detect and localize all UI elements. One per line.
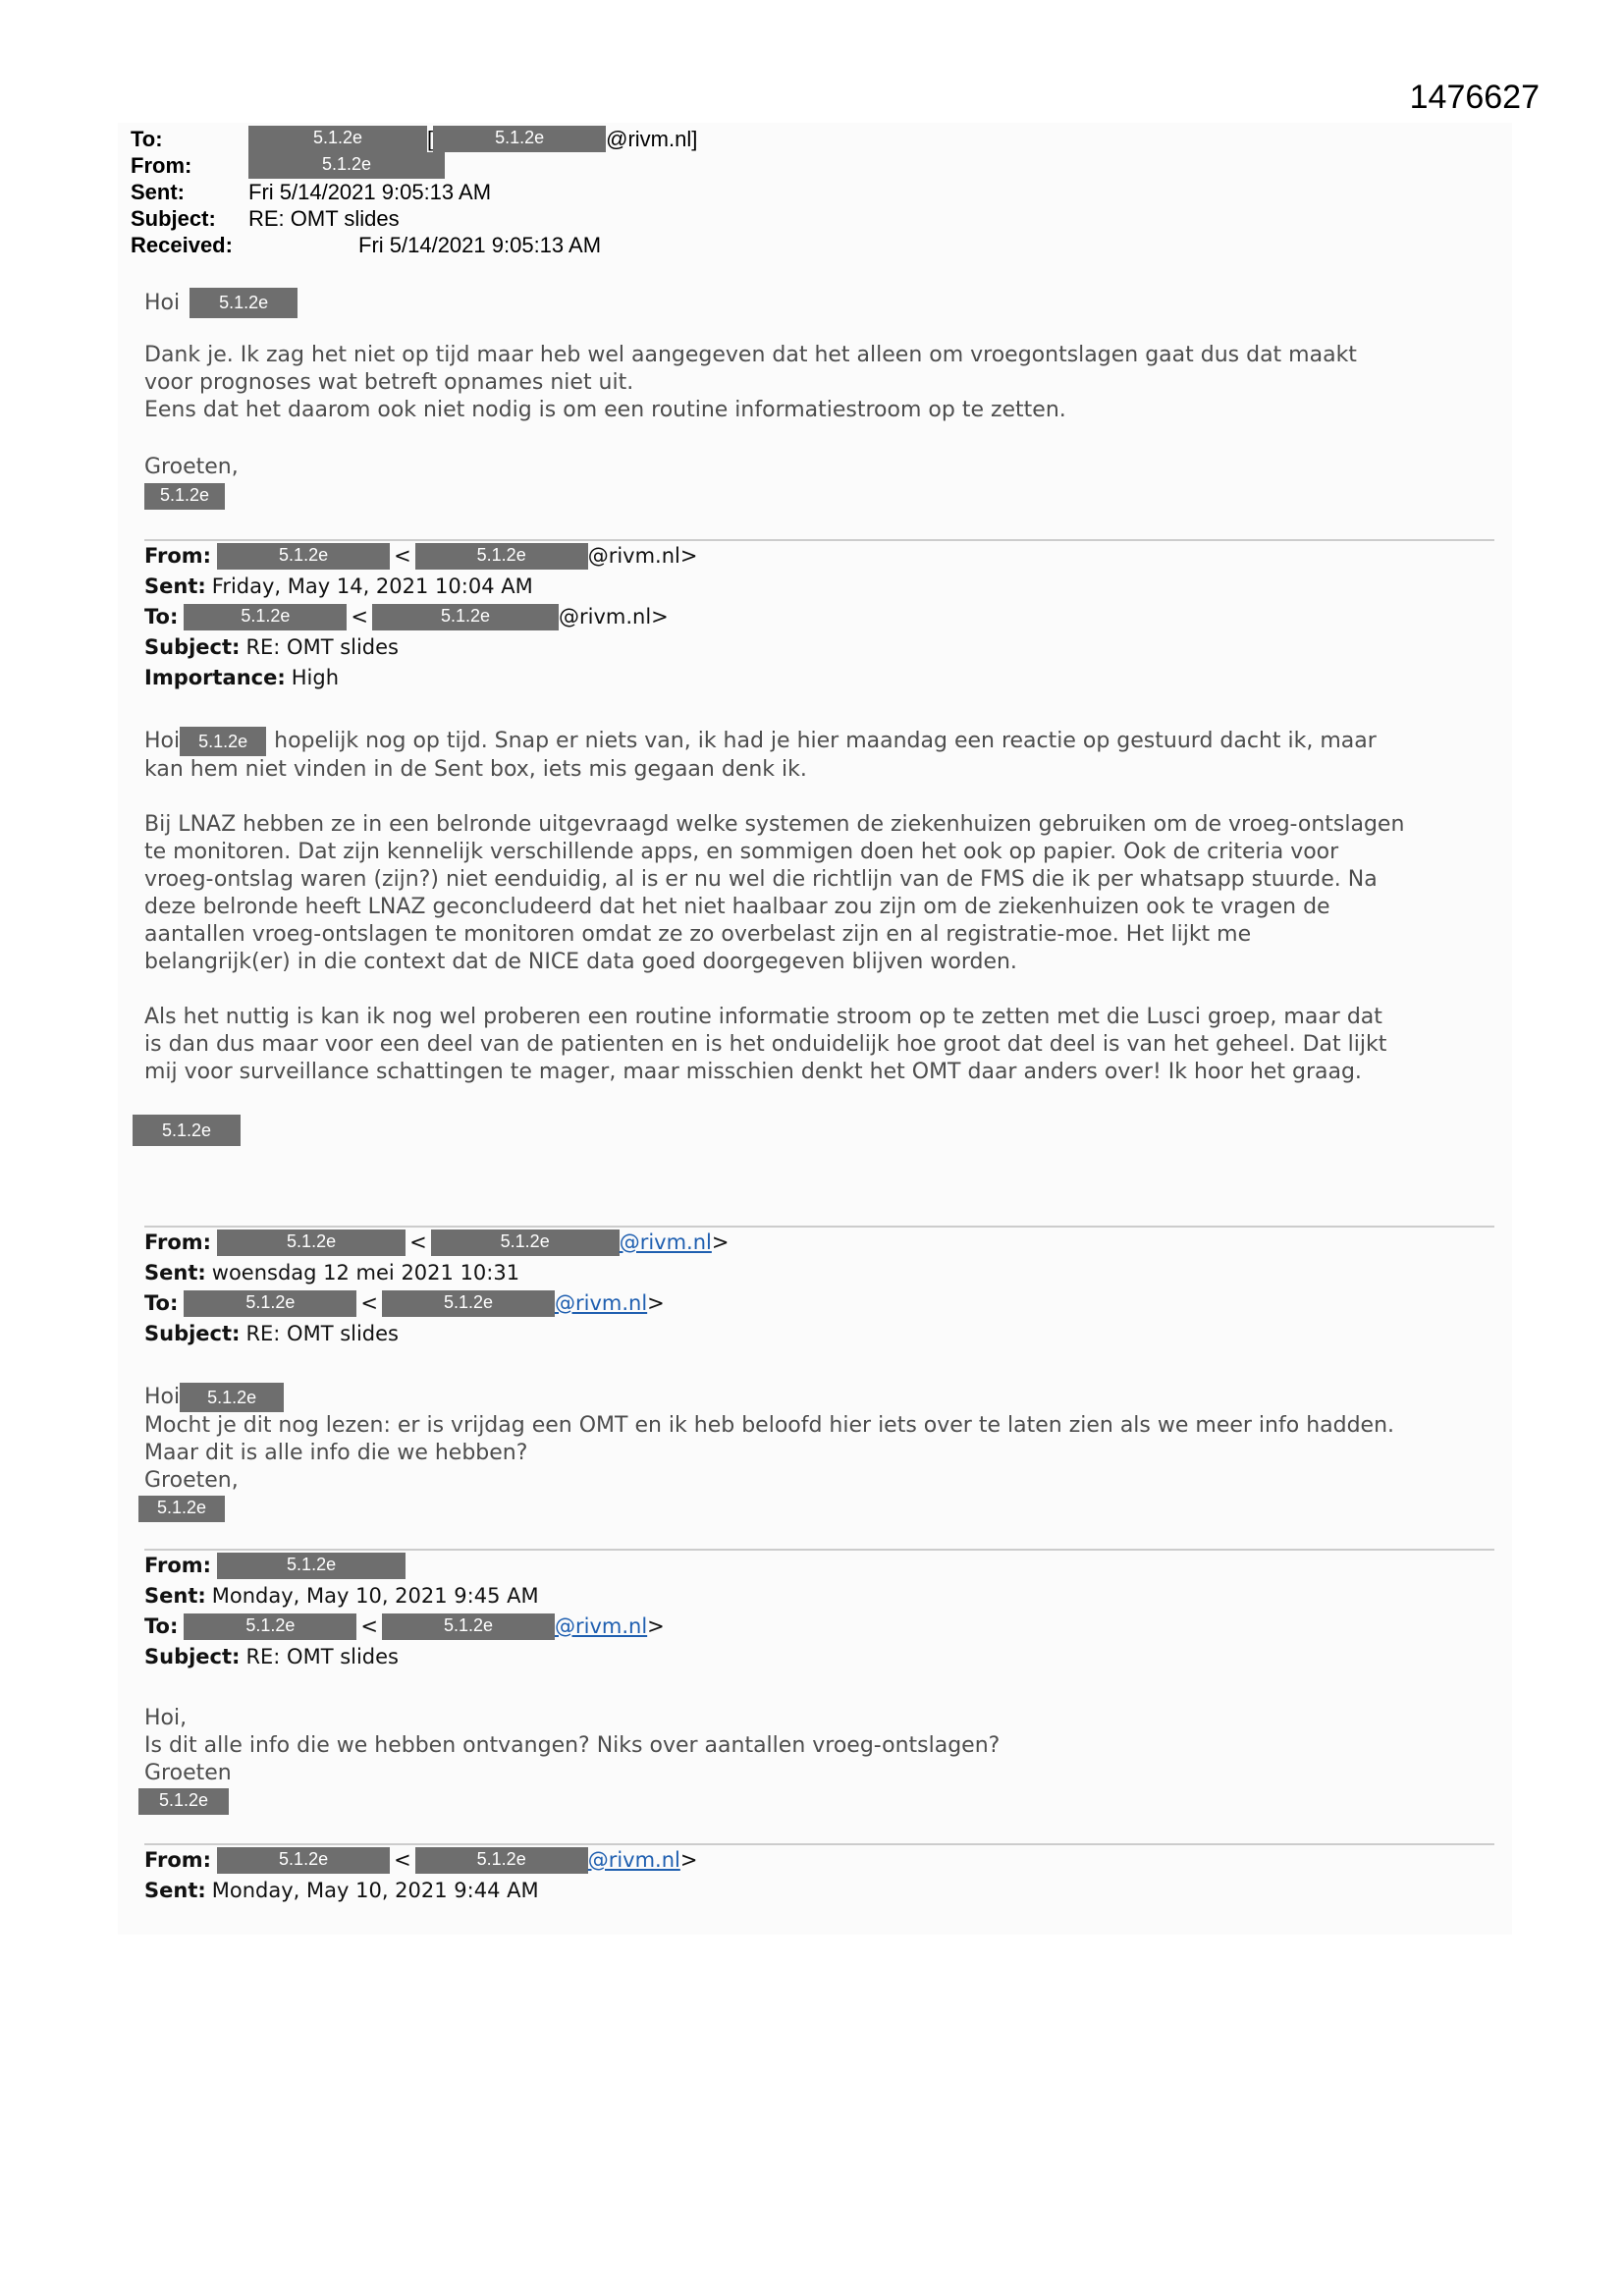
email-5-header (144, 1845, 697, 1906)
header-received-label: Received: (131, 233, 233, 257)
header-received-value: Fri 5/14/2021 9:05:13 AM (358, 233, 602, 257)
angle-bracket: > (679, 1848, 698, 1872)
paragraph-line: Dank je. Ik zag het niet op tijd maar heb wel aangegeven dat het alleen om vroegontslagen gaat dus dat maakt (144, 343, 1357, 367)
from-row (144, 1228, 729, 1258)
redaction-box: 5.1.2e (138, 1496, 225, 1522)
angle-bracket: < (360, 1291, 378, 1315)
to-domain: @rivm.nl> (558, 605, 669, 629)
header-from-label: From: (131, 153, 192, 178)
header-to-domain: @rivm.nl] (606, 127, 698, 151)
redaction-box: 5.1.2e (184, 604, 347, 630)
subject-label: Subject: (144, 1645, 241, 1668)
angle-bracket: < (409, 1230, 427, 1254)
angle-bracket: < (351, 605, 368, 629)
subject-value: RE: OMT slides (245, 1645, 399, 1668)
email-header (131, 126, 697, 258)
header-to-row (131, 126, 697, 152)
sent-value: woensdag 12 mei 2021 10:31 (211, 1261, 520, 1285)
redaction-box: 5.1.2e (248, 152, 445, 179)
paragraph-line: Maar dit is alle info die we hebben? (144, 1441, 528, 1465)
redaction-box: 5.1.2e (415, 1847, 588, 1874)
redaction-box: 5.1.2e (184, 1290, 356, 1317)
paragraph-line: vroeg-ontslag waren (zijn?) niet eenduidig, al is er nu wel die richtlijn van de FMS die ik per whatsapp stuurde. Na (144, 867, 1378, 892)
header-bracket: [ (427, 127, 434, 151)
sent-label: Sent: (144, 574, 206, 598)
from-row (144, 1845, 697, 1876)
paragraph-line: Bij LNAZ hebben ze in een belronde uitgevraagd welke systemen de ziekenhuizen gebruiken om de vroeg-ontslagen (144, 812, 1405, 837)
from-row (144, 541, 697, 572)
sent-row (144, 1581, 665, 1612)
to-row (144, 602, 697, 632)
header-subject-label: Subject: (131, 206, 216, 231)
importance-value: High (291, 666, 340, 689)
redaction-box: 5.1.2e (217, 1847, 390, 1874)
header-sent-value: Fri 5/14/2021 9:05:13 AM (248, 180, 492, 204)
email-4-header (144, 1551, 665, 1672)
subject-value: RE: OMT slides (245, 635, 399, 659)
from-domain: @rivm.nl> (587, 544, 698, 568)
paragraph-line: Is dit alle info die we hebben ontvangen? Niks over aantallen vroeg-ontslagen? (144, 1733, 1001, 1758)
header-subject-row (131, 205, 697, 232)
sent-value: Friday, May 14, 2021 10:04 AM (211, 574, 533, 598)
redaction-box: 5.1.2e (217, 1230, 406, 1256)
closing: Groeten, (144, 1468, 239, 1493)
closing: Groeten, (144, 455, 239, 479)
redaction-box: 5.1.2e (433, 126, 606, 152)
header-to-label: To: (131, 127, 163, 151)
sent-row (144, 1258, 729, 1288)
subject-row (144, 1642, 665, 1672)
greeting-line (144, 727, 1499, 756)
email-link[interactable]: @rivm.nl (554, 1614, 648, 1638)
header-sent-label: Sent: (131, 180, 185, 204)
paragraph-line: is dan dus maar voor een deel van de patienten en is het onduidelijk hoe groot dat deel is van het geheel. Dat lijkt (144, 1032, 1387, 1057)
email-2-body (144, 727, 1499, 1086)
document-id: 1476627 (1409, 79, 1540, 116)
message-1-body (144, 288, 1499, 510)
paragraph-line: Mocht je dit nog lezen: er is vrijdag een OMT en ik heb beloofd hier iets over te laten zien als we meer info hadden. (144, 1413, 1395, 1438)
redaction-box: 5.1.2e (184, 1613, 356, 1640)
email-3-body (144, 1383, 1499, 1522)
redaction-box: 5.1.2e (217, 543, 390, 570)
redaction-box: 5.1.2e (382, 1290, 555, 1317)
email-4-body (144, 1705, 1499, 1815)
email-link[interactable]: @rivm.nl (554, 1291, 648, 1315)
importance-row (144, 663, 697, 693)
sent-value: Monday, May 10, 2021 9:44 AM (211, 1879, 539, 1902)
greeting: Hoi (144, 290, 181, 315)
redaction-box: 5.1.2e (431, 1230, 620, 1256)
angle-bracket: < (394, 1848, 411, 1872)
redaction-box: 5.1.2e (217, 1553, 406, 1579)
subject-row (144, 632, 697, 663)
paragraph-line: kan hem niet vinden in de Sent box, iets mis gegaan denk ik. (144, 757, 807, 782)
from-label: From: (144, 1230, 212, 1254)
header-received-row (131, 232, 697, 258)
redaction-box: 5.1.2e (382, 1613, 555, 1640)
sent-label: Sent: (144, 1584, 206, 1608)
angle-bracket: < (360, 1614, 378, 1638)
sent-label: Sent: (144, 1261, 206, 1285)
paragraph-line: voor prognoses wat betreft opnames niet uit. (144, 370, 634, 395)
paragraph-line: hopelijk nog op tijd. Snap er niets van, ik had je hier maandag een reactie op gestuurd dacht ik, maar (274, 729, 1377, 753)
email-link[interactable]: @rivm.nl (587, 1848, 680, 1872)
sent-label: Sent: (144, 1879, 206, 1902)
angle-bracket: > (647, 1291, 665, 1315)
from-row (144, 1551, 665, 1581)
paragraph-line: belangrijk(er) in die context dat de NICE data goed doorgegeven blijven worden. (144, 950, 1017, 974)
header-subject-value: RE: OMT slides (248, 206, 400, 231)
redaction-box: 5.1.2e (248, 126, 427, 152)
paragraph-line: Eens dat het daarom ook niet nodig is om een routine informatiestroom op te zetten. (144, 398, 1066, 422)
to-row (144, 1288, 729, 1319)
email-2-header (144, 541, 697, 693)
redaction-box: 5.1.2e (180, 727, 266, 756)
from-label: From: (144, 1848, 212, 1872)
subject-label: Subject: (144, 635, 241, 659)
header-sent-row (131, 179, 697, 205)
paragraph-line: Als het nuttig is kan ik nog wel proberen een routine informatie stroom op te zetten met die Lusci groep, maar dat (144, 1005, 1382, 1029)
subject-row (144, 1319, 729, 1349)
angle-bracket: > (647, 1614, 665, 1638)
paragraph-line: deze belronde heeft LNAZ geconcludeerd dat het niet haalbaar zou zijn om de ziekenhuizen ook te vragen de (144, 895, 1330, 919)
email-link[interactable]: @rivm.nl (619, 1230, 712, 1254)
header-from-row (131, 152, 697, 179)
email-3-header (144, 1228, 729, 1349)
from-label: From: (144, 544, 212, 568)
redaction-box: 5.1.2e (144, 483, 225, 510)
redaction-box: 5.1.2e (138, 1788, 229, 1815)
redaction-box: 5.1.2e (133, 1115, 241, 1146)
to-label: To: (144, 605, 179, 629)
paragraph-line: mij voor surveillance schattingen te mager, maar misschien denkt het OMT daar anders over! Ik hoor het graag. (144, 1060, 1362, 1084)
angle-bracket: < (394, 544, 411, 568)
greeting-line (144, 1383, 1499, 1412)
importance-label: Importance: (144, 666, 286, 689)
sent-row (144, 572, 697, 602)
greeting: Hoi (144, 1385, 181, 1409)
redaction-box: 5.1.2e (415, 543, 588, 570)
subject-value: RE: OMT slides (245, 1322, 399, 1345)
to-label: To: (144, 1291, 179, 1315)
redaction-box: 5.1.2e (372, 604, 559, 630)
redaction-box: 5.1.2e (180, 1383, 284, 1412)
to-label: To: (144, 1614, 179, 1638)
greeting: Hoi (144, 729, 181, 753)
redaction-box: 5.1.2e (189, 288, 298, 318)
angle-bracket: > (711, 1230, 730, 1254)
from-label: From: (144, 1554, 212, 1577)
sent-row (144, 1876, 697, 1906)
sent-value: Monday, May 10, 2021 9:45 AM (211, 1584, 539, 1608)
paragraph-line: te monitoren. Dat zijn kennelijk verschillende apps, en sommigen doen het ook op papier. Ook de criteria voor (144, 840, 1339, 864)
paragraph-line: aantallen vroeg-ontslagen te monitoren omdat ze zo overbelast zijn en al registratie-moe. Het lijkt me (144, 922, 1252, 947)
closing: Groeten (144, 1761, 232, 1785)
to-row (144, 1612, 665, 1642)
subject-label: Subject: (144, 1322, 241, 1345)
greeting: Hoi, (144, 1706, 188, 1730)
greeting-line (144, 288, 1499, 318)
